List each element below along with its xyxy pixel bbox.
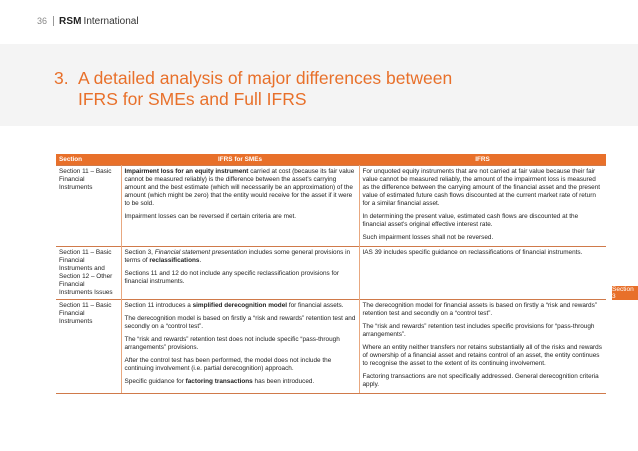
cell-paragraph: Factoring transactions are not specifically addressed. General derecognition criteria apply.: [362, 373, 599, 388]
page-number: 36: [37, 16, 48, 26]
row-ifrs-cell: [359, 166, 606, 247]
cell-paragraph: After the control test has been performed, the model does not include the continuing involvement (i.e. partial derecognition) approach.: [124, 357, 332, 372]
cell-paragraph: Specific guidance for factoring transactions has been introduced.: [124, 378, 315, 385]
row-ifrs-cell: [359, 247, 606, 300]
row-smes-cell: [121, 166, 359, 247]
cell-paragraph: The “risk and rewards” retention test includes specific provisions for “pass-through arrangements”.: [362, 323, 595, 338]
row-ifrs-cell: [359, 300, 606, 394]
row-smes-cell: [121, 247, 359, 300]
cell-paragraph: The derecognition model for financial assets is based on firstly a “risk and rewards” retention test and secondly on a “control test”.: [362, 302, 597, 317]
comparison-table: [56, 154, 606, 394]
cell-paragraph: Section 11 introduces a simplified derecognition model for financial assets.: [124, 302, 344, 309]
cell-paragraph: The “risk and rewards” retention test does not include specific “pass-through arrangements” provisions.: [124, 336, 340, 351]
cell-paragraph: Sections 11 and 12 do not include any specific reclassification provisions for financial instruments.: [124, 270, 339, 285]
section-title: [54, 68, 574, 110]
cell-paragraph: The derecognition model is based on firstly a “risk and rewards” retention test and secondly on a “control test”.: [124, 315, 356, 330]
section-tab[interactable]: Section 3: [612, 286, 638, 300]
column-header-ifrs: IFRS: [359, 154, 606, 166]
row-section-cell: Section 11 – Basic Financial Instruments: [56, 300, 121, 394]
cell-paragraph: In determining the present value, estimated cash flows are discounted at the financial asset's original effective interest rate.: [362, 213, 579, 228]
page-header: [37, 13, 139, 29]
column-header-section: Section: [56, 154, 121, 166]
column-header-smes: IFRS for SMEs: [121, 154, 359, 166]
cell-paragraph: Such impairment losses shall not be reversed.: [362, 234, 494, 241]
brand-logo-text: International: [83, 15, 139, 27]
brand-logo-bold: RSM: [59, 15, 82, 27]
section-title-line2: IFRS for SMEs and Full IFRS: [78, 89, 307, 109]
row-smes-cell: [121, 300, 359, 394]
cell-paragraph: Section 3, Financial statement presentation includes some general provisions in terms of reclassifications.: [124, 249, 351, 264]
header-divider: [53, 16, 54, 26]
cell-paragraph: For unquoted equity instruments that are not carried at fair value because their fair value cannot be measured reliably, the amount of the impairment loss is measured as the difference between the carrying amount of the financial asset and the present value of estimated future cash flows discounted at the current market rate of return for a similar financial asset.: [362, 168, 601, 207]
cell-paragraph: Impairment losses can be reversed if certain criteria are met.: [124, 213, 297, 220]
cell-paragraph: Where an entity neither transfers nor retains substantially all of the risks and rewards of ownership of a financial asset and retains control of an asset, the entity continues to recognise the asset to the extent of its continuing involvement.: [362, 344, 602, 367]
table-row: [56, 166, 606, 247]
cell-paragraph: Impairment loss for an equity instrument carried at cost (because its fair value cannot be measured reliably) is the difference between the asset's carrying amount and the best estimate (which will necessarily be an approximation) of the amount (which might be zero) that the entity would receive for the asset if it were to be sold.: [124, 168, 355, 207]
table-header-row: [56, 154, 606, 166]
table-row: [56, 300, 606, 394]
section-title-line1: A detailed analysis of major differences between: [78, 68, 453, 88]
section-title-number: 3.: [54, 68, 69, 88]
row-section-cell: Section 11 – Basic Financial Instruments and Section 12 – Other Financial Instruments Issues: [56, 247, 121, 300]
table-row: [56, 247, 606, 300]
cell-paragraph: IAS 39 includes specific guidance on reclassifications of financial instruments.: [362, 249, 583, 256]
row-section-cell: Section 11 – Basic Financial Instruments: [56, 166, 121, 247]
